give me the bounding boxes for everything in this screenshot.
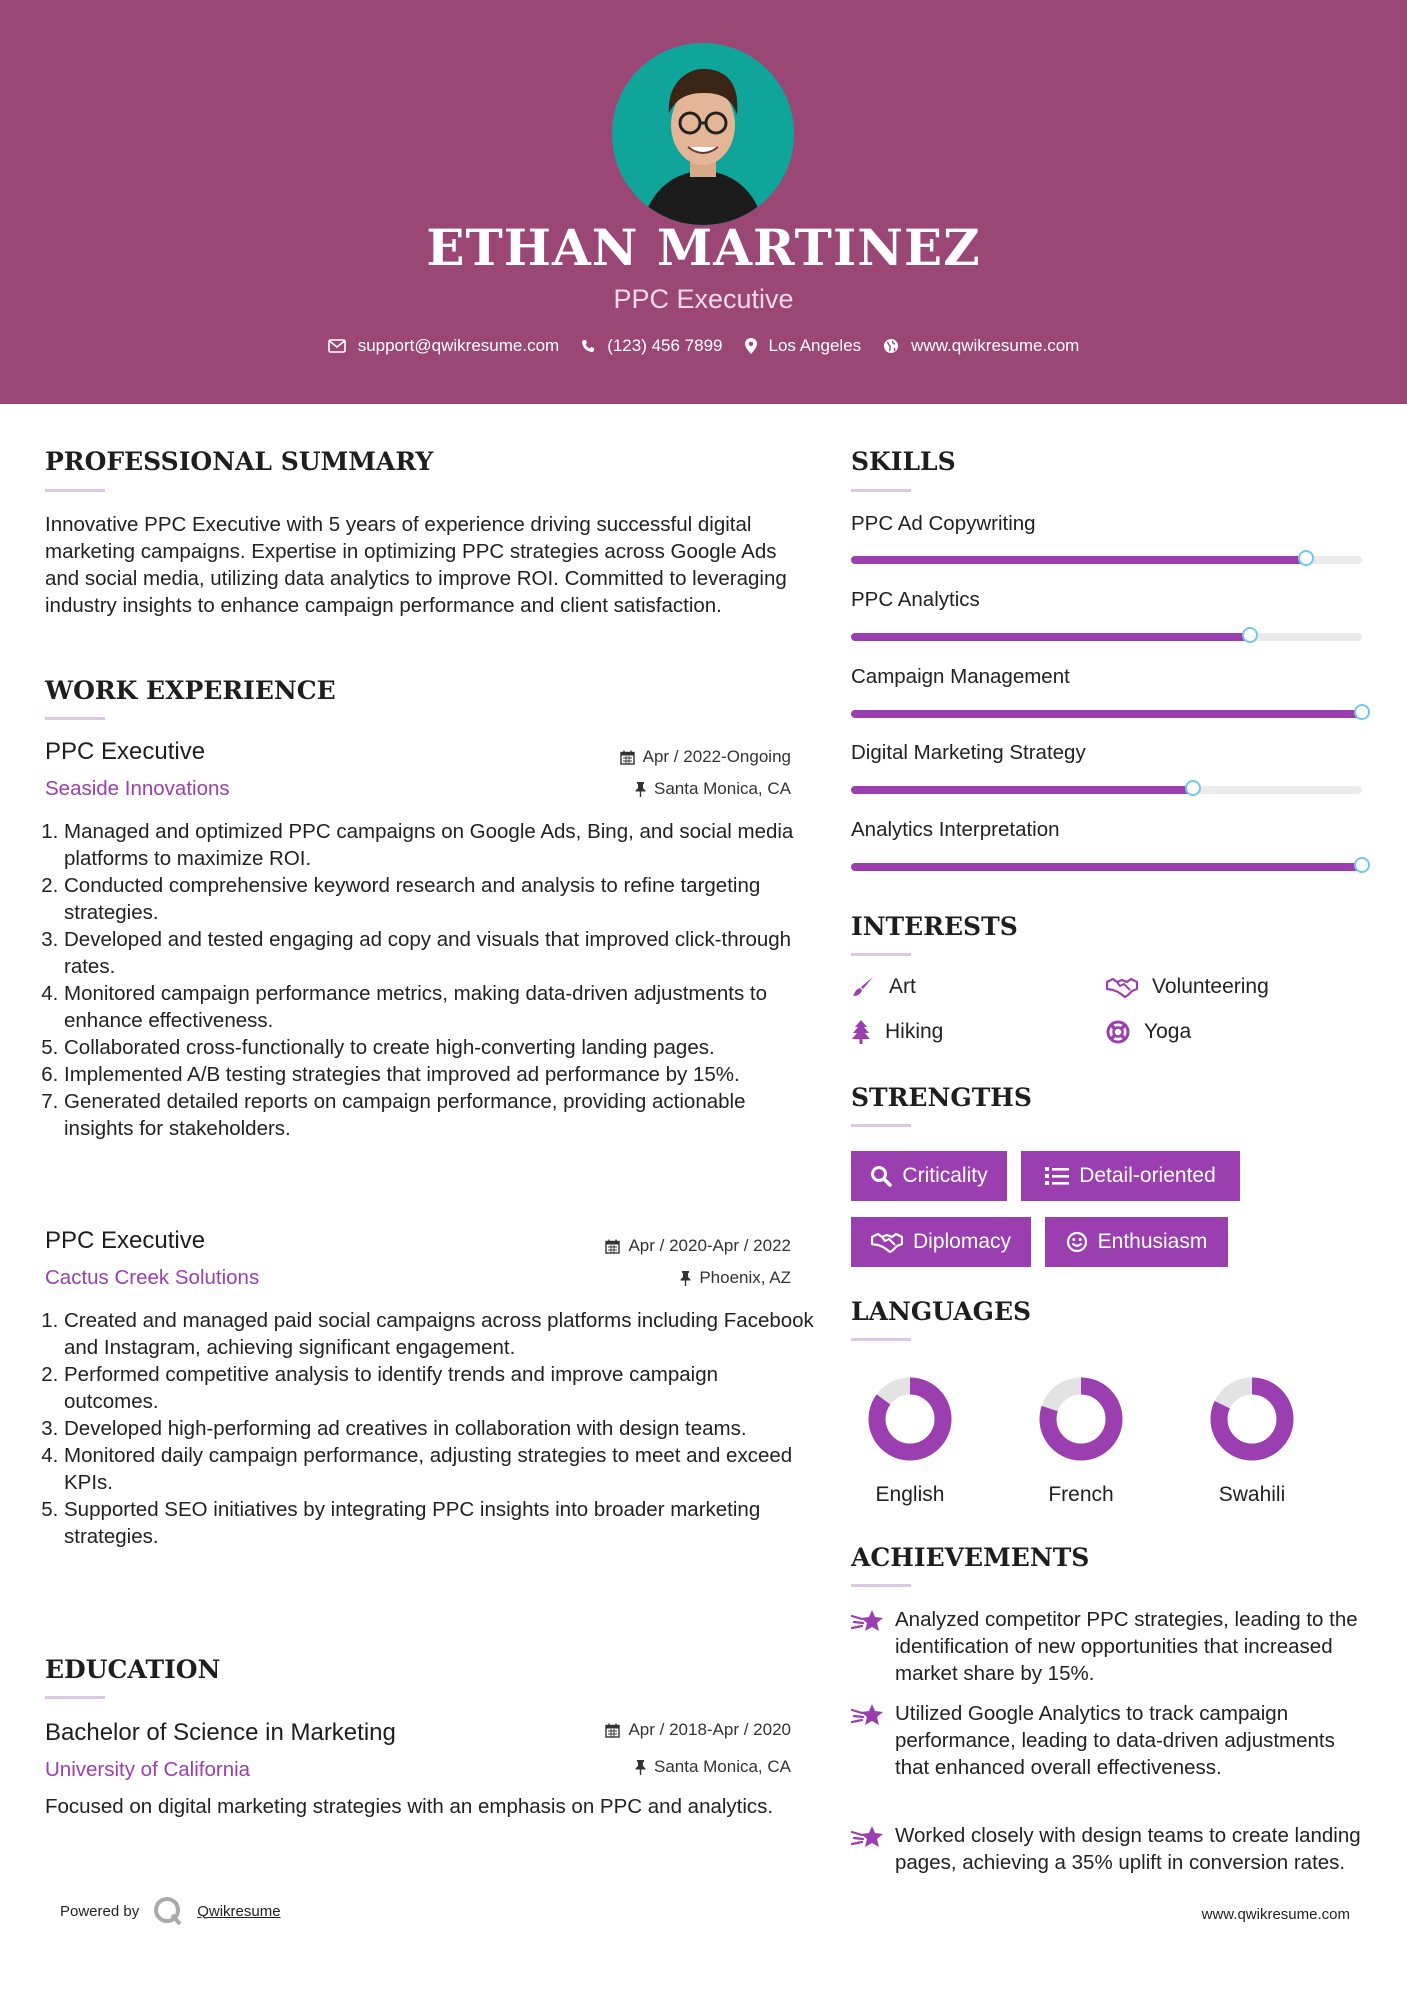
summary-heading: PROFESSIONAL SUMMARY — [45, 447, 434, 476]
skills-heading: SKILLS — [851, 447, 956, 476]
contact-bar — [0, 336, 1407, 356]
education-location — [540, 1757, 791, 1777]
interest-label: Volunteering — [1152, 975, 1269, 998]
experience-divider — [45, 717, 105, 720]
strength-tag — [851, 1217, 1031, 1267]
calendar-icon — [605, 1239, 620, 1254]
envelope-icon — [328, 339, 346, 353]
skill-bar — [851, 710, 1362, 718]
language-name: English — [875, 1483, 945, 1506]
job-company: Cactus Creek Solutions — [45, 1266, 260, 1289]
skill-bar-fill — [851, 786, 1193, 794]
skill-name: PPC Ad Copywriting — [851, 512, 1036, 535]
profile-photo — [612, 43, 794, 225]
powered-by-text: Powered by — [60, 1902, 140, 1920]
job-bullet: 4. Monitored campaign performance metrics, making data-driven adjustments to enhance effectiveness. — [64, 980, 816, 1034]
job-dates-text: Apr / 2020-Apr / 2022 — [628, 1236, 791, 1255]
job-location — [540, 1268, 791, 1288]
strength-tag — [851, 1151, 1007, 1201]
skills-divider — [851, 489, 911, 492]
contact-website-text: www.qwikresume.com — [911, 336, 1080, 355]
achievement-text: Worked closely with design teams to create landing pages, achieving a 35% uplift in conversion rates. — [895, 1824, 1361, 1874]
summary-divider — [45, 489, 105, 492]
contact-location — [745, 336, 862, 356]
language-level-donut — [1207, 1374, 1297, 1464]
strengths-heading: STRENGTHS — [851, 1083, 1032, 1112]
skill-bar-fill — [851, 710, 1362, 718]
strength-label: Criticality — [902, 1164, 988, 1187]
job-bullet: 6. Implemented A/B testing strategies that improved ad performance by 15%. — [64, 1061, 816, 1088]
contact-phone-text: (123) 456 7899 — [607, 336, 723, 355]
languages-divider — [851, 1338, 911, 1341]
education-dates-text: Apr / 2018-Apr / 2020 — [628, 1720, 791, 1739]
degree-title: Bachelor of Science in Marketing — [45, 1719, 396, 1746]
candidate-name: ETHAN MARTINEZ — [426, 218, 981, 277]
pin-icon — [635, 1760, 646, 1775]
interests-divider — [851, 953, 911, 956]
search-icon — [870, 1165, 892, 1187]
strength-label: Diplomacy — [912, 1230, 1012, 1253]
job-title: PPC Executive — [45, 738, 206, 765]
pin-icon — [680, 1271, 691, 1286]
contact-website[interactable] — [883, 336, 1079, 356]
skill-bar-knob — [1185, 780, 1201, 796]
job-bullets — [38, 818, 816, 1142]
skill-bar-knob — [1354, 704, 1370, 720]
job-bullet: 3. Developed and tested engaging ad copy and visuals that improved click-through rates. — [64, 926, 816, 980]
strengths-divider — [851, 1124, 911, 1127]
calendar-icon — [620, 750, 635, 765]
handshake-icon — [871, 1231, 903, 1253]
languages-heading: LANGUAGES — [851, 1297, 1032, 1326]
achievements-divider — [851, 1584, 911, 1587]
skill-name: Analytics Interpretation — [851, 818, 1060, 841]
job-title: PPC Executive — [45, 1227, 206, 1254]
language-item — [1192, 1374, 1312, 1507]
strength-tag — [1021, 1151, 1240, 1201]
skill-bar-fill — [851, 556, 1306, 564]
job-bullets — [38, 1307, 816, 1550]
job-dates-text: Apr / 2022-Ongoing — [642, 747, 791, 766]
skill-bar-fill — [851, 863, 1362, 871]
job-location-text: Santa Monica, CA — [653, 779, 791, 798]
job-bullet: 3. Developed high-performing ad creatives in collaboration with design teams. — [64, 1415, 816, 1442]
job-bullet: 5. Collaborated cross-functionally to create high-converting landing pages. — [64, 1034, 816, 1061]
shooting-star-icon — [851, 1824, 885, 1850]
job-dates — [540, 1236, 791, 1256]
education-divider — [45, 1696, 105, 1699]
language-level-donut — [1036, 1374, 1126, 1464]
summary-text: Innovative PPC Executive with 5 years of experience driving successful digital marketing campaigns. Expertise in optimizing PPC strategies across Google Ads and social media, utilizing data analytics to improve ROI. Committed to leveraging industry insights to enhance campaign performance and client satisfaction. — [45, 513, 787, 617]
skill-bar — [851, 863, 1362, 871]
strength-label: Detail-oriented — [1079, 1164, 1216, 1187]
tree-icon — [851, 1020, 871, 1044]
education-dates — [540, 1720, 791, 1740]
contact-phone[interactable] — [581, 336, 722, 356]
job-bullet: 7. Generated detailed reports on campaign performance, providing actionable insights for stakeholders. — [64, 1088, 816, 1142]
skill-bar-fill — [851, 633, 1250, 641]
achievement-item — [851, 1822, 1371, 1876]
list-icon — [1045, 1166, 1069, 1186]
job-bullet: 5. Supported SEO initiatives by integrating PPC insights into broader marketing strategies. — [64, 1496, 816, 1550]
skill-name: PPC Analytics — [851, 588, 980, 611]
education-location-text: Santa Monica, CA — [653, 1757, 791, 1776]
job-location — [540, 779, 791, 799]
language-level-donut — [865, 1374, 955, 1464]
smile-icon — [1066, 1231, 1088, 1253]
school-name: University of California — [45, 1758, 251, 1781]
contact-email[interactable] — [328, 336, 560, 356]
contact-email-text: support@qwikresume.com — [357, 336, 560, 355]
interest-item — [851, 975, 916, 999]
strength-tag — [1045, 1217, 1228, 1267]
skill-bar — [851, 556, 1362, 564]
achievement-item — [851, 1700, 1371, 1781]
phone-icon — [581, 339, 595, 353]
handshake-icon — [1106, 976, 1138, 998]
shooting-star-icon — [851, 1702, 885, 1728]
skill-bar — [851, 633, 1362, 641]
job-bullet: 2. Conducted comprehensive keyword research and analysis to refine targeting strategies. — [64, 872, 816, 926]
achievement-item — [851, 1606, 1371, 1687]
achievement-text: Analyzed competitor PPC strategies, leading to the identification of new opportunities that increased market share by 15%. — [895, 1608, 1358, 1685]
qwikresume-link[interactable]: Qwikresume — [197, 1902, 281, 1920]
skill-bar-knob — [1354, 857, 1370, 873]
education-description: Focused on digital marketing strategies with an emphasis on PPC and analytics. — [45, 1795, 774, 1818]
contact-location-text: Los Angeles — [768, 336, 862, 355]
paintbrush-icon — [851, 975, 875, 999]
resume-header — [0, 0, 1407, 404]
interests-heading: INTERESTS — [851, 912, 1018, 941]
life-ring-icon — [1106, 1020, 1130, 1044]
skill-bar-knob — [1298, 550, 1314, 566]
skill-bar-knob — [1242, 627, 1258, 643]
strength-label: Enthusiasm — [1097, 1230, 1208, 1253]
interest-label: Hiking — [885, 1020, 944, 1043]
skill-name: Campaign Management — [851, 665, 1070, 688]
interest-item — [851, 1020, 943, 1044]
interest-label: Yoga — [1144, 1020, 1192, 1043]
achievements-heading: ACHIEVEMENTS — [851, 1543, 1090, 1572]
education-heading: EDUCATION — [45, 1655, 221, 1684]
achievement-text: Utilized Google Analytics to track campaign performance, leading to data-driven adjustments that enhanced overall effectiveness. — [895, 1702, 1335, 1779]
job-company: Seaside Innovations — [45, 777, 230, 800]
job-bullet: 1. Managed and optimized PPC campaigns on Google Ads, Bing, and social media platforms to maximize ROI. — [64, 818, 816, 872]
interest-item — [1106, 1020, 1191, 1044]
qwikresume-logo-icon — [153, 1896, 183, 1926]
language-name: Swahili — [1218, 1483, 1286, 1506]
interest-item — [1106, 975, 1269, 999]
interest-label: Art — [889, 975, 916, 998]
job-bullet: 4. Monitored daily campaign performance, adjusting strategies to meet and exceed KPIs. — [64, 1442, 816, 1496]
job-dates — [540, 747, 791, 767]
footer-website[interactable]: www.qwikresume.com — [1201, 1906, 1350, 1923]
pin-icon — [635, 782, 646, 797]
job-location-text: Phoenix, AZ — [699, 1268, 791, 1287]
job-bullet: 2. Performed competitive analysis to identify trends and improve campaign outcomes. — [64, 1361, 816, 1415]
calendar-icon — [605, 1723, 620, 1738]
candidate-title: PPC Executive — [613, 284, 794, 314]
job-bullet: 1. Created and managed paid social campaigns across platforms including Facebook and Instagram, achieving significant engagement. — [64, 1307, 816, 1361]
skill-name: Digital Marketing Strategy — [851, 741, 1086, 764]
experience-heading: WORK EXPERIENCE — [45, 676, 336, 705]
map-pin-icon — [745, 338, 757, 354]
language-item — [1021, 1374, 1141, 1507]
language-name: French — [1048, 1483, 1114, 1506]
language-item — [850, 1374, 970, 1507]
globe-icon — [883, 338, 899, 354]
skill-bar — [851, 786, 1362, 794]
shooting-star-icon — [851, 1608, 885, 1634]
footer-powered-by — [60, 1896, 281, 1926]
